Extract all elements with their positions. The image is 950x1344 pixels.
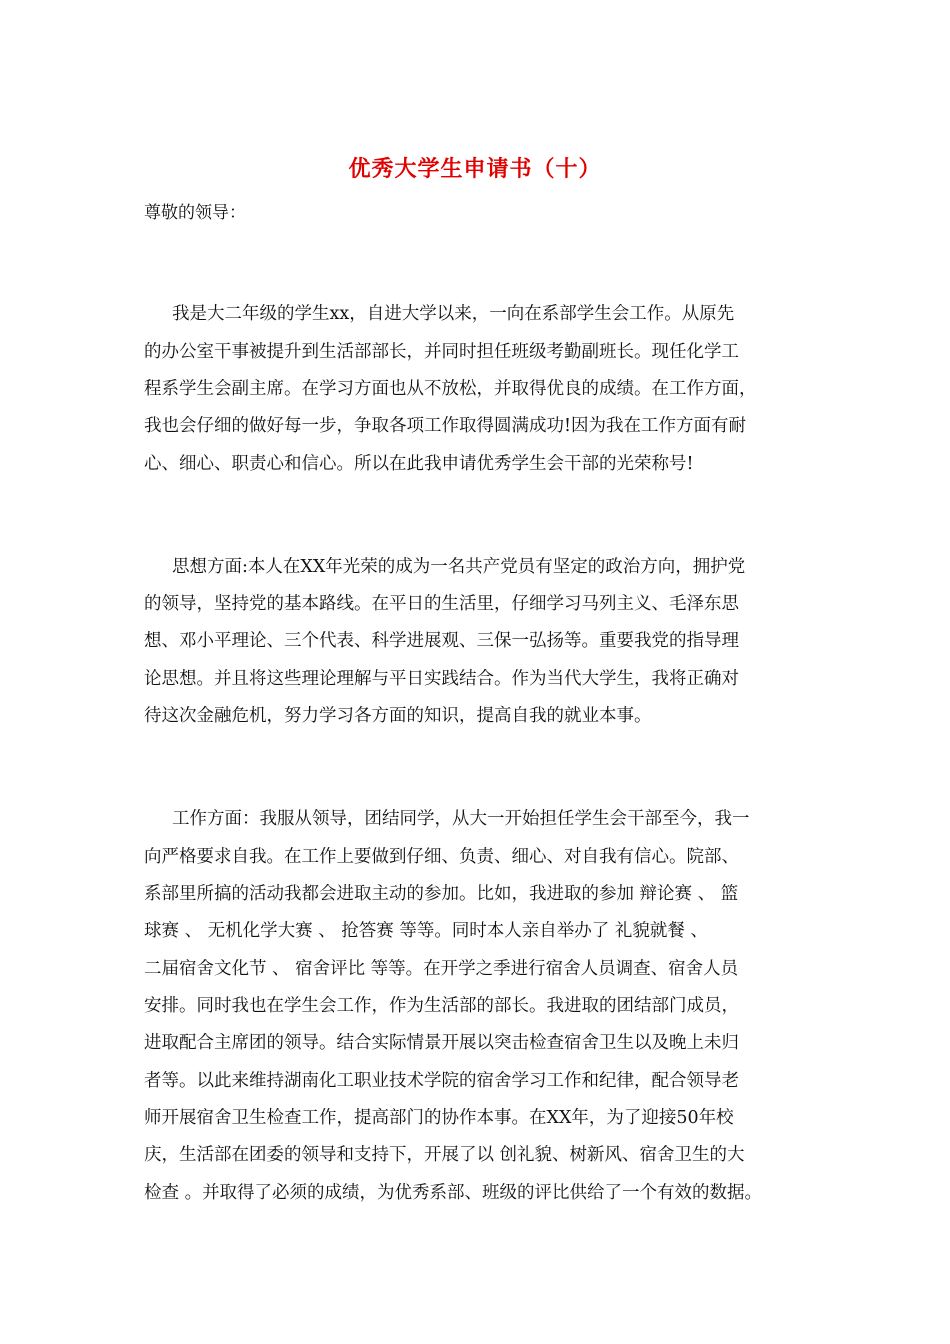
paragraph-line: 进取配合主席团的领导。结合实际情景开展以突击检查宿舍卫生以及晚上未归 [144, 1033, 739, 1053]
paragraph-line: 者等。以此来维持湖南化工职业技术学院的宿舍学习工作和纪律，配合领导老 [144, 1071, 739, 1091]
paragraph-line: 程系学生会副主席。在学习方面也从不放松，并取得优良的成绩。在工作方面， [144, 379, 757, 399]
paragraph-line: 球赛 、 无机化学大赛 、 抢答赛 等等。同时本人亲自举办了 礼貌就餐 、 [144, 921, 708, 941]
paragraph-line: 庆，生活部在团委的领导和支持下，开展了以 创礼貌、树新风、宿舍卫生的大 [144, 1145, 745, 1165]
paragraph-line: 想、邓小平理论、三个代表、科学进展观、三保一弘扬等。重要我党的指导理 [144, 631, 739, 651]
paragraph-line: 检查 。并取得了必须的成绩，为优秀系部、班级的评比供给了一个有效的数据。 [144, 1183, 763, 1203]
paragraph-line: 待这次金融危机，努力学习各方面的知识，提高自我的就业本事。 [144, 706, 652, 726]
paragraph-line: 论思想。并且将这些理论理解与平日实践结合。作为当代大学生，我将正确对 [144, 669, 739, 689]
paragraph-line: 二届宿舍文化节 、 宿舍评比 等等。在开学之季进行宿舍人员调查、宿舍人员 [144, 959, 739, 979]
paragraph-line: 心、细心、职责心和信心。所以在此我申请优秀学生会干部的光荣称号! [144, 454, 694, 474]
paragraph-line: 师开展宿舍卫生检查工作，提高部门的协作本事。在XX年，为了迎接50年校 [144, 1108, 734, 1128]
paragraph-line: 系部里所搞的活动我都会进取主动的参加。比如，我进取的参加 辩论赛 、 篮 [144, 884, 739, 904]
paragraph-line: 安排。同时我也在学生会工作，作为生活部的部长。我进取的团结部门成员， [144, 996, 739, 1016]
paragraph-line: 思想方面:本人在XX年光荣的成为一名共产党员有坚定的政治方向，拥护党 [172, 557, 746, 577]
paragraph-line: 向严格要求自我。在工作上要做到仔细、负责、细心、对自我有信心。院部、 [144, 847, 739, 867]
paragraph-line: 我是大二年级的学生xx，自进大学以来，一向在系部学生会工作。从原先 [172, 304, 735, 324]
paragraph-line: 我也会仔细的做好每一步，争取各项工作取得圆满成功!因为我在工作方面有耐 [144, 416, 747, 436]
paragraph-line: 的领导，坚持党的基本路线。在平日的生活里，仔细学习马列主义、毛泽东思 [144, 594, 739, 614]
document-title: 优秀大学生申请书（十） [348, 156, 602, 182]
salutation: 尊敬的领导： [144, 203, 246, 223]
paragraph-line: 工作方面：我服从领导，团结同学，从大一开始担任学生会干部至今，我一 [172, 809, 750, 829]
paragraph-line: 的办公室干事被提升到生活部部长，并同时担任班级考勤副班长。现任化学工 [144, 342, 739, 362]
